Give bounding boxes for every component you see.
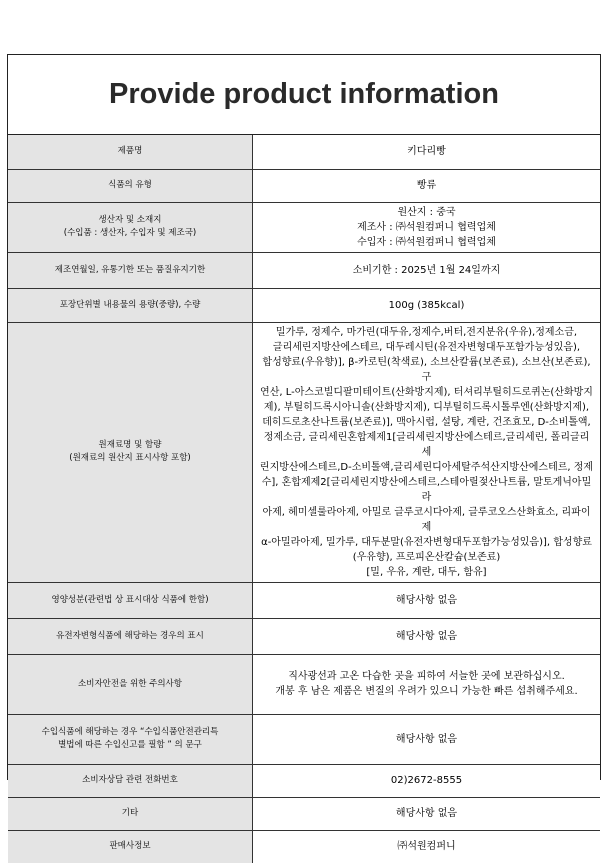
table-row xyxy=(8,169,600,202)
row-value-line: α-아밀라아제, 밀가루, 대두분말(유전자변형대두포함가능성있음)], 합성향료 xyxy=(261,536,592,548)
row-value-line: 아제, 헤미셀룰라아제, 아밀로 글루코시다아제, 글루코오스산화효소, 리파이제 xyxy=(262,506,591,533)
row-value-line: 100g (385kcal) xyxy=(388,299,465,311)
row-value xyxy=(253,202,601,252)
row-value-line: 글리세린지방산에스테르, 대두레시틴(유전자변형대두포함가능성있음), xyxy=(272,341,581,353)
row-label-line: 원재료명 및 함량 xyxy=(98,440,162,450)
row-value-line: (우유향), 프로피온산칼슘(보존료) xyxy=(352,551,501,563)
table-row xyxy=(8,618,600,654)
row-value xyxy=(253,714,601,764)
row-value-line: 제), 부틸히드록시아니솔(산화방지제), 디부틸히드록시톨루엔(산화방지제), xyxy=(263,401,590,413)
row-value-line: ㈜석원컴퍼니 xyxy=(397,841,456,853)
table-row xyxy=(8,797,600,830)
row-value-line: 제조사 : ㈜석원컴퍼니 협력업체 xyxy=(357,221,496,233)
row-label xyxy=(8,654,253,714)
row-value xyxy=(253,135,601,169)
row-label xyxy=(8,288,253,322)
row-value-line: 02)2672-8555 xyxy=(390,775,463,786)
row-value-line: 밀가루, 정제수, 마가린(대두유,정제수,버터,전지분유(우유),정제소금, xyxy=(275,326,578,338)
row-value-line: 연산, L-아스코빌디팔미테이트(산화방지제), 터셔리부틸히드로퀴논(산화방지 xyxy=(260,386,593,398)
table-row xyxy=(8,135,600,169)
row-value-line: 직사광선과 고온 다습한 곳을 피하여 서늘한 곳에 보관하십시오. xyxy=(288,671,565,682)
page-title: Provide product information xyxy=(8,55,600,135)
row-value xyxy=(253,830,601,863)
row-label xyxy=(8,830,253,863)
table-row xyxy=(8,830,600,863)
row-value-line: 합성향료(우유향)], β-카로틴(착색료), 소브산칼륨(보존료), 소브산(보존료), 구 xyxy=(262,356,591,383)
product-info-table xyxy=(8,135,600,863)
row-label-line: 식품의 유형 xyxy=(108,180,152,190)
row-label-line: 기타 xyxy=(121,808,139,818)
row-label-line: 생산자 및 소재지 xyxy=(98,215,162,225)
table-row xyxy=(8,654,600,714)
row-label xyxy=(8,202,253,252)
row-value xyxy=(253,582,601,618)
row-label xyxy=(8,252,253,288)
table-row xyxy=(8,288,600,322)
row-value-line: [밀, 우유, 계란, 대두, 함유] xyxy=(366,566,487,578)
row-value-line: 수입자 : ㈜석원컴퍼니 협력업체 xyxy=(357,236,496,248)
table-row xyxy=(8,322,600,582)
row-value-line: 해당사항 없음 xyxy=(395,594,458,606)
row-value xyxy=(253,322,601,582)
row-label xyxy=(8,322,253,582)
row-value-line: 해당사항 없음 xyxy=(395,630,458,642)
row-label xyxy=(8,797,253,830)
row-label-line: 유전자변형식품에 해당하는 경우의 표시 xyxy=(56,630,204,641)
row-label xyxy=(8,582,253,618)
row-label-line: (원재료의 원산지 표시사항 포함) xyxy=(69,453,191,463)
row-value-line: 빵류 xyxy=(416,180,437,191)
row-value xyxy=(253,169,601,202)
row-label-line: 제품명 xyxy=(117,146,143,157)
table-row xyxy=(8,764,600,797)
row-label-line: 별법에 따른 수입신고를 필함 ” 의 문구 xyxy=(58,740,202,750)
row-value xyxy=(253,618,601,654)
product-info-frame xyxy=(7,54,601,853)
row-value-line: 해당사항 없음 xyxy=(395,733,458,745)
row-label xyxy=(8,714,253,764)
row-value-line: 해당사항 없음 xyxy=(395,808,458,819)
row-label xyxy=(8,135,253,169)
row-value xyxy=(253,654,601,714)
table-row xyxy=(8,202,600,252)
row-value-line: 개봉 후 남은 제품은 변질의 우려가 있으니 가능한 빠른 섭취해주세요. xyxy=(275,686,578,697)
row-value xyxy=(253,764,601,797)
row-value-line: 키다리빵 xyxy=(407,146,446,158)
row-label-line: 소비자안전을 위한 주의사항 xyxy=(78,678,182,689)
row-value-line: 린지방산에스테르,D-소비톨액,글리세린디아세탈주석산지방산에스테르, 정제 xyxy=(259,461,594,473)
row-value xyxy=(253,288,601,322)
row-label-line: (수입품 : 생산자, 수입자 및 제조국) xyxy=(63,228,197,238)
row-label-line: 수입식품에 해당하는 경우 “수입식품안전관리특 xyxy=(41,727,219,737)
table-row xyxy=(8,714,600,764)
row-label-line: 포장단위별 내용물의 용량(중량), 수량 xyxy=(59,299,201,310)
row-value-line: 데히드로초산나트륨(보존료)], 맥아시럽, 설탕, 계란, 건조효모, D-소비톨액, xyxy=(262,416,591,428)
row-value xyxy=(253,797,601,830)
row-value-line: 소비기한 : 2025년 1월 24일까지 xyxy=(352,264,501,276)
row-label xyxy=(8,618,253,654)
row-value-line: 정제소금, 글리세린혼합제제1[글리세린지방산에스테르,글리세린, 폴리글리세 xyxy=(263,431,590,458)
table-row xyxy=(8,252,600,288)
table-row xyxy=(8,582,600,618)
row-label-line: 영양성분(관련법 상 표시대상 식품에 한함) xyxy=(51,594,209,605)
row-value-line: 수], 혼합제제2[글리세린지방산에스테르,스테아릴젖산나트륨, 말토게닉아밀라 xyxy=(261,476,592,503)
row-value xyxy=(253,252,601,288)
row-label xyxy=(8,764,253,797)
row-value-line: 원산지 : 중국 xyxy=(397,206,456,218)
row-label-line: 제조연월일, 유통기한 또는 품질유지기한 xyxy=(54,264,206,275)
row-label-line: 소비자상담 관련 전화번호 xyxy=(82,775,178,785)
row-label xyxy=(8,169,253,202)
row-label-line: 판매사정보 xyxy=(109,841,151,852)
